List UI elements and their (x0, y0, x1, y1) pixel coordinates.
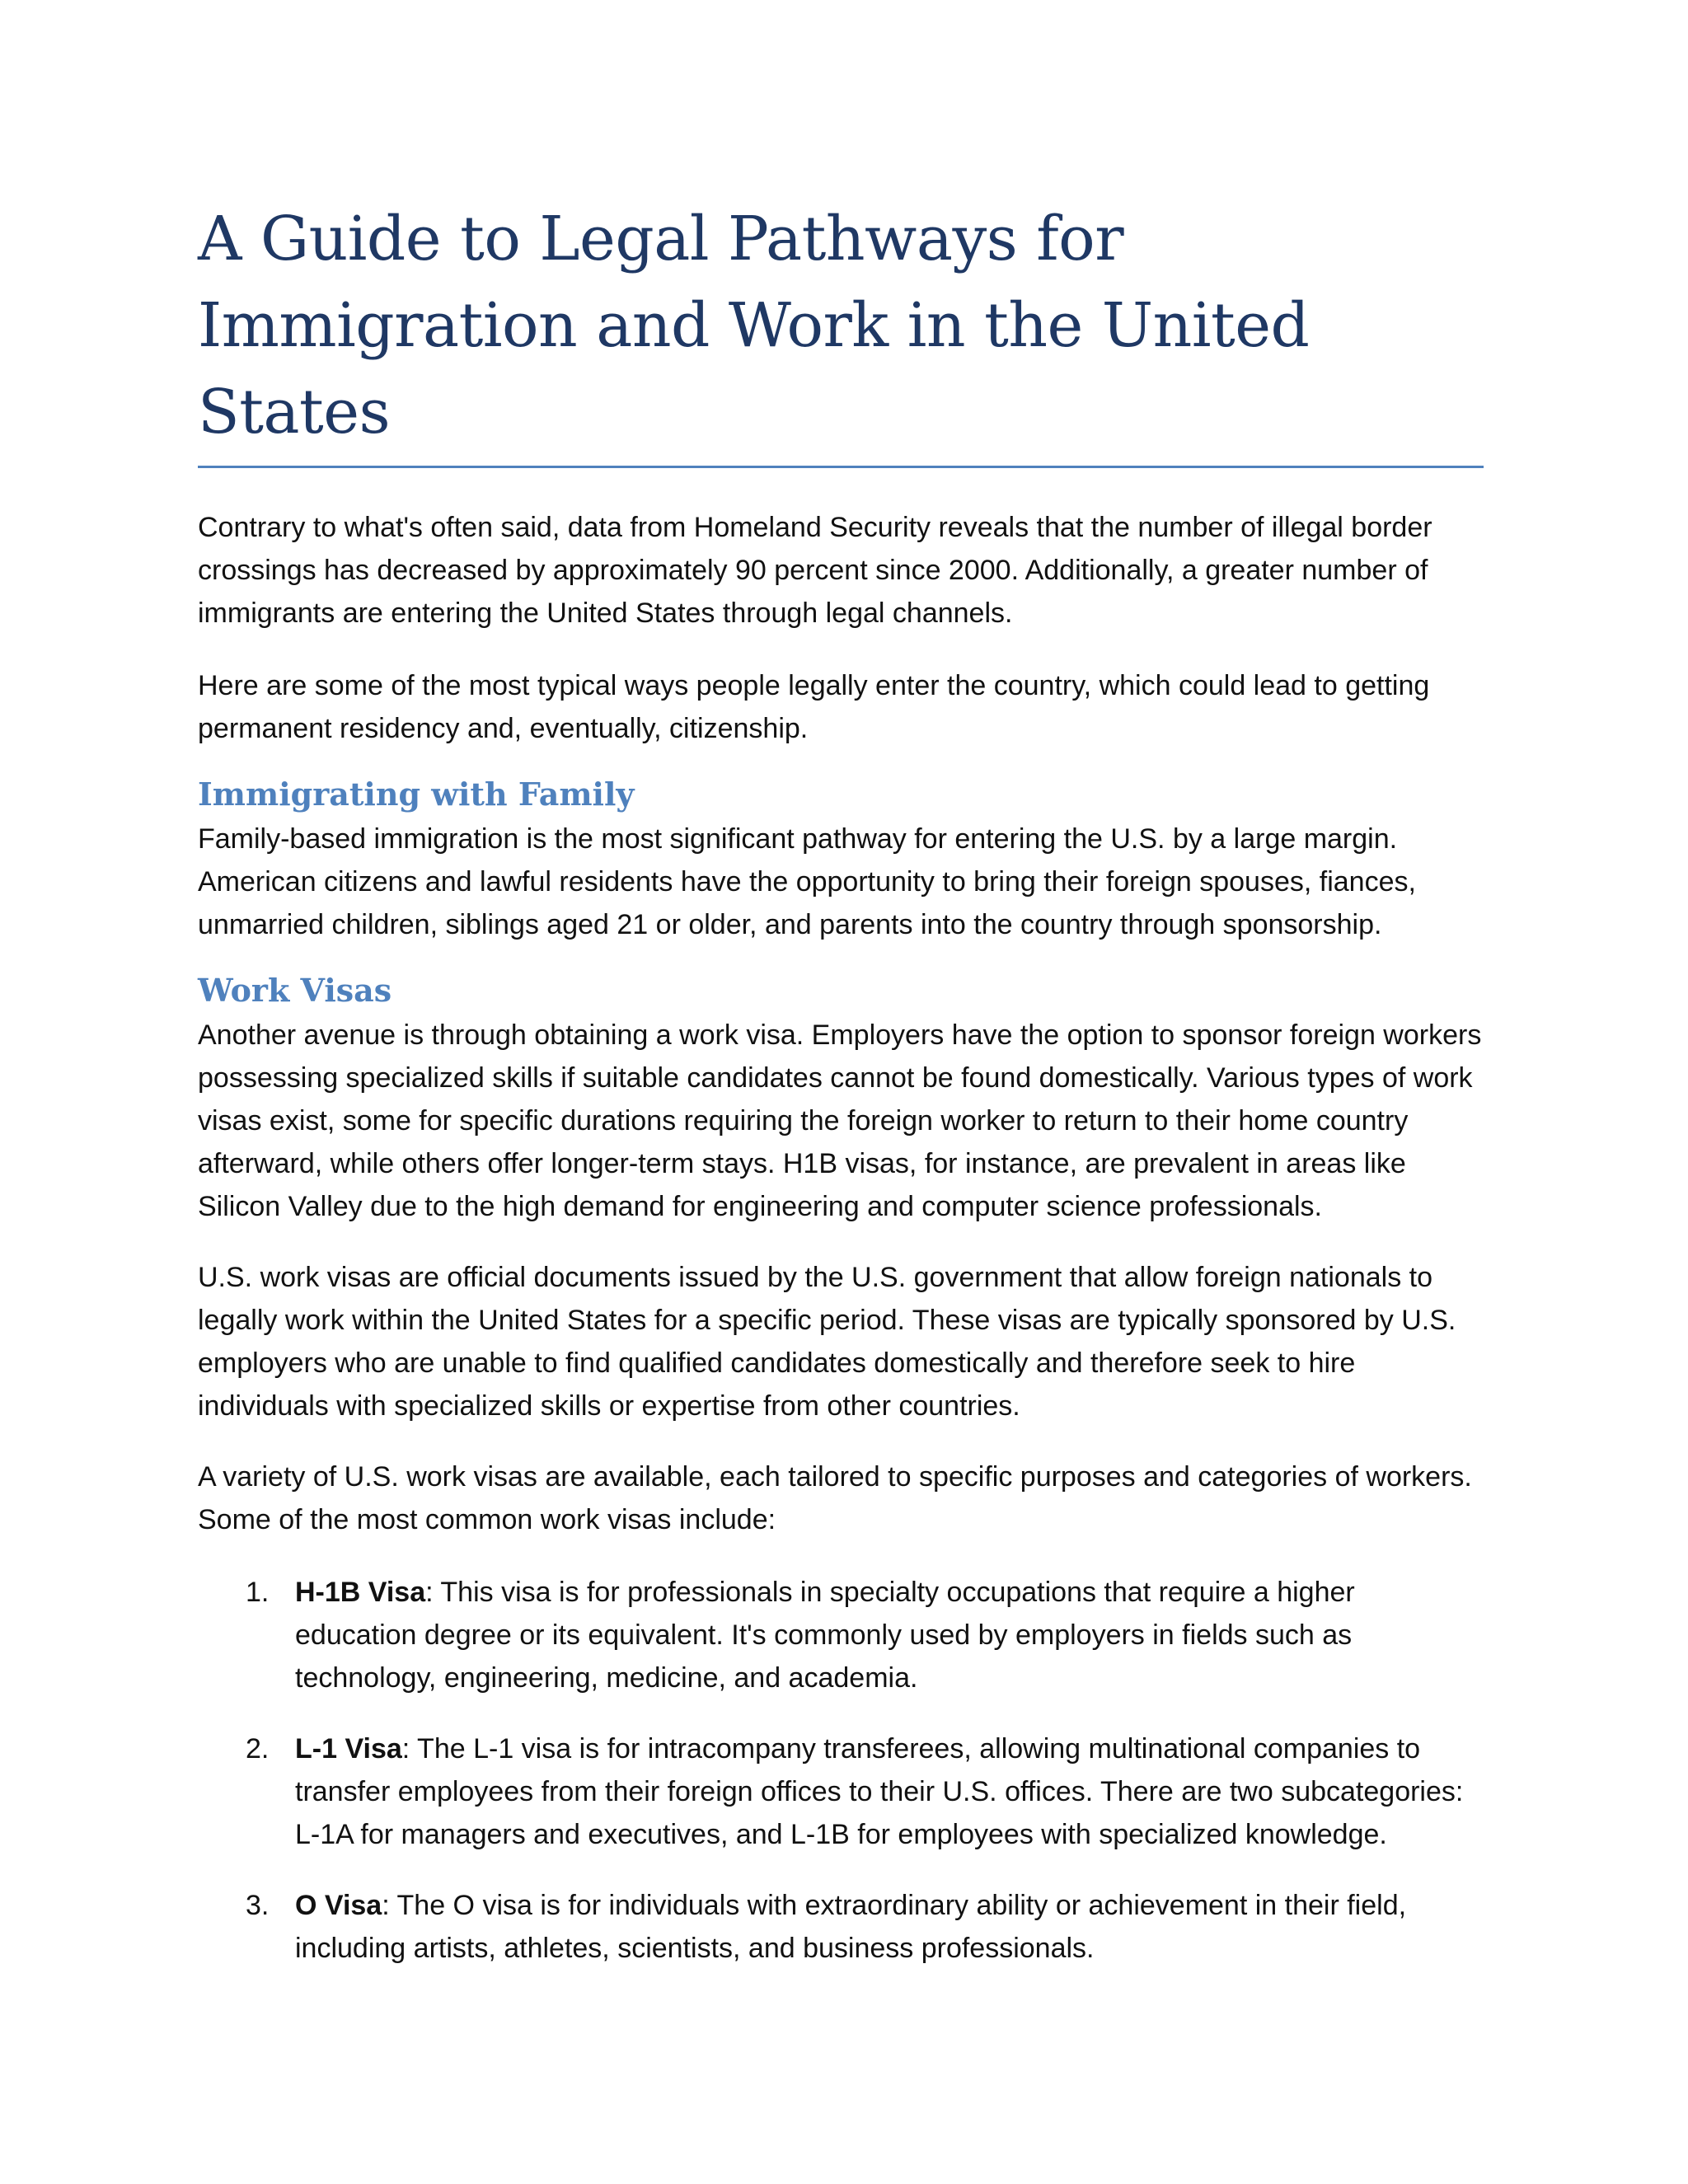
list-number: 2. (246, 1733, 270, 1765)
intro-paragraph: Contrary to what's often said, data from Homeland Security reveals that the number of illegal border crossings has decreased by approximately 90 percent since 2000. Additionally, a greater number of immigrants are entering the United States through legal channels. (198, 512, 1432, 629)
list-number: 3. (246, 1890, 270, 1921)
title-line: A Guide to Legal Pathways for (198, 204, 1124, 274)
work-visa-paragraph: U.S. work visas are official documents issued by the U.S. government that allow foreign nationals to legally work within the United States for a specific period. These visas are typically sponsored by U.S. employers who are unable to find qualified candidates domestically and therefore seek to hire individuals with specialized skills or expertise from other countries. (198, 1262, 1456, 1422)
list-item (198, 1571, 1484, 1699)
visa-name: O Visa (295, 1890, 382, 1921)
work-visa-paragraph: Another avenue is through obtaining a work visa. Employers have the option to sponsor foreign workers possessing specialized skills if suitable candidates cannot be found domestically. Various types of work visas exist, some for specific durations requiring the foreign worker to return to their home country afterward, while others offer longer-term stays. H1B visas, for instance, are prevalent in areas like Silicon Valley due to the high demand for engineering and computer science professionals. (198, 1019, 1482, 1222)
list-item (198, 1884, 1484, 1970)
list-item (198, 1727, 1484, 1856)
visa-name: L-1 Visa (295, 1733, 402, 1765)
visa-name: H-1B Visa (295, 1577, 426, 1608)
visa-list (198, 1571, 1484, 1970)
work-visa-paragraph: A variety of U.S. work visas are available, each tailored to specific purposes and categories of workers. Some of the most common work visas include: (198, 1461, 1472, 1535)
list-number: 1. (246, 1577, 270, 1608)
visa-description: : The O visa is for individuals with extraordinary ability or achievement in their field, including artists, athletes, scientists, and business professionals. (295, 1890, 1407, 1964)
document-content (198, 196, 1484, 1998)
intro-paragraph: Here are some of the most typical ways people legally enter the country, which could lead to getting permanent residency and, eventually, citizenship. (198, 670, 1430, 744)
family-paragraph: Family-based immigration is the most significant pathway for entering the U.S. by a large margin. American citizens and lawful residents have the opportunity to bring their foreign spouses, fiances, unmarried children, siblings aged 21 or older, and parents into the country through sponsorship. (198, 823, 1416, 940)
section-heading-work-visas: Work Visas (198, 972, 392, 1009)
document-title (198, 196, 1484, 468)
title-line: States (198, 377, 391, 448)
title-line: Immigration and Work in the United (198, 290, 1310, 361)
visa-description: : This visa is for professionals in specialty occupations that require a higher education degree or its equivalent. It's commonly used by employers in fields such as technology, engineering, medicine, and academia. (295, 1577, 1355, 1694)
visa-description: : The L-1 visa is for intracompany transferees, allowing multinational companies to transfer employees from their foreign offices to their U.S. offices. There are two subcategories: L-1A for managers and executives, and L-1B for employees with specialized knowledge. (295, 1733, 1464, 1850)
section-heading-family: Immigrating with Family (198, 776, 635, 813)
